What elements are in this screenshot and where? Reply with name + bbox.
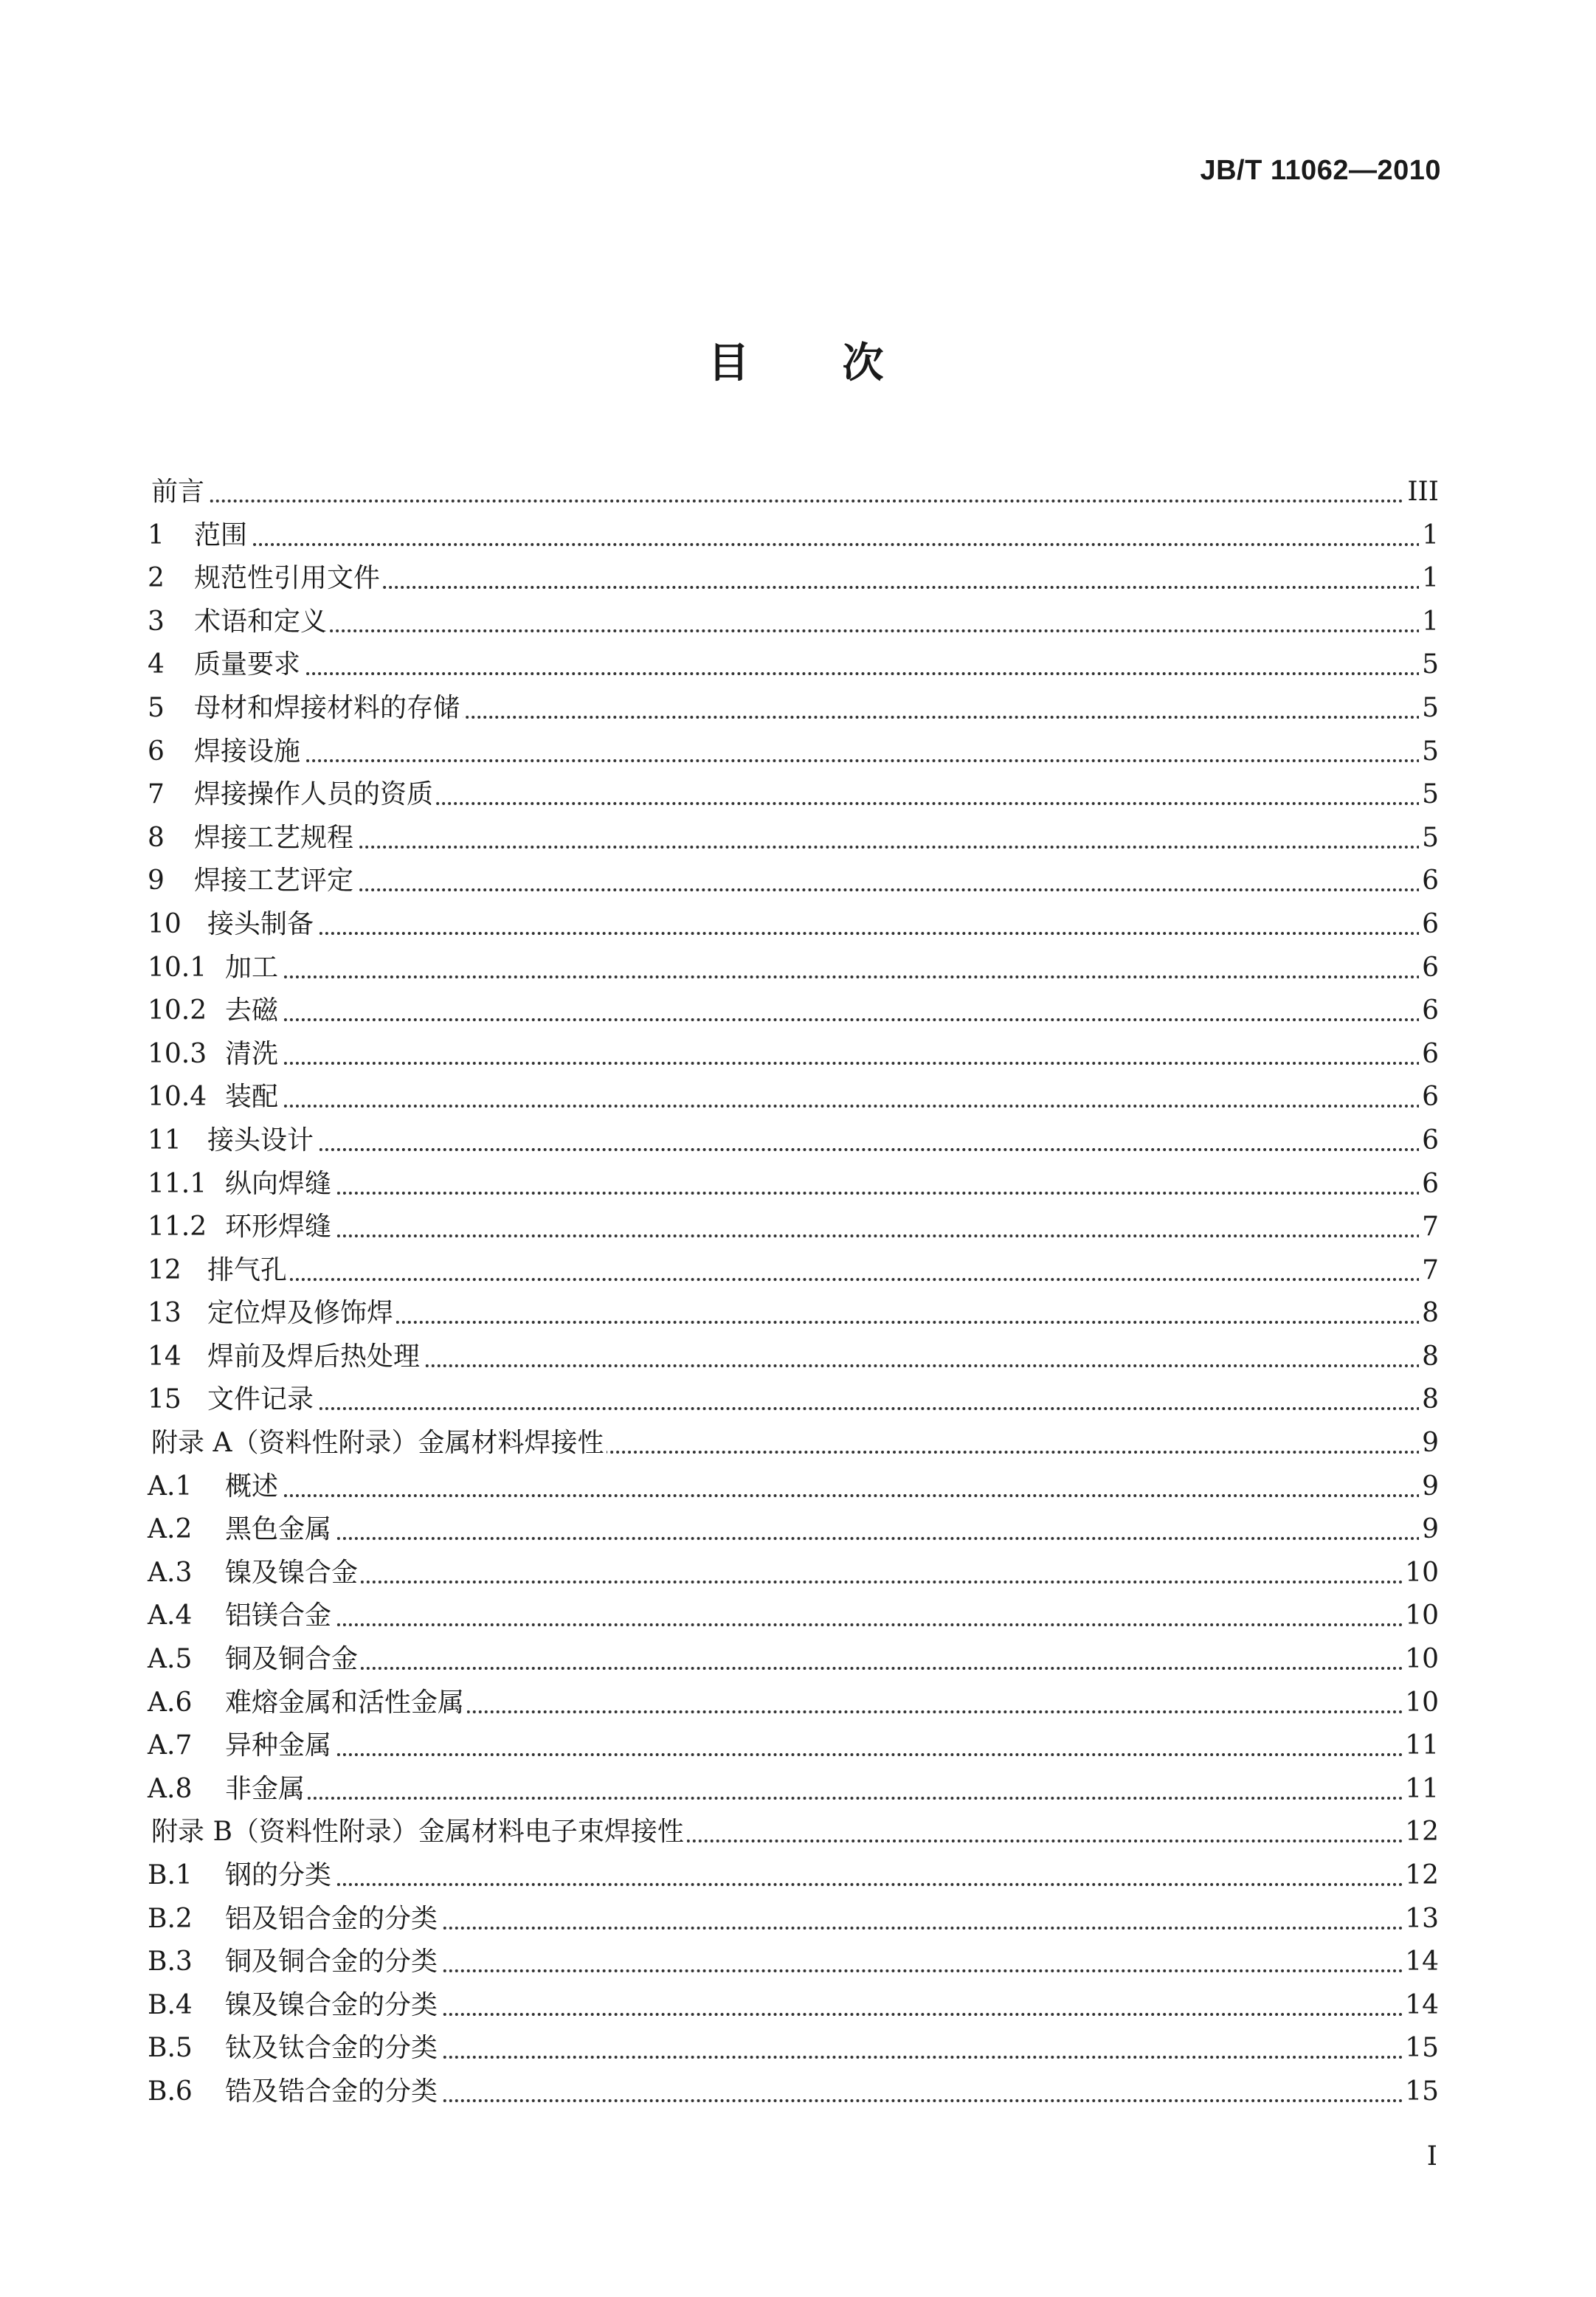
toc-entry-title: 黑色金属 xyxy=(225,1508,334,1551)
toc-entry-page: 6 xyxy=(1419,860,1439,902)
toc-entry[interactable] xyxy=(0,773,1596,817)
toc-entry-number: 9 xyxy=(148,866,165,897)
toc-entry-page: 6 xyxy=(1419,903,1439,946)
toc-entry-page: 6 xyxy=(1419,1163,1439,1206)
toc-entry-title: 附录 A（资料性附录）金属材料焊接性 xyxy=(151,1422,607,1465)
toc-entry-title: 范围 xyxy=(194,514,250,557)
toc-entry[interactable] xyxy=(0,601,1596,644)
toc-entry[interactable] xyxy=(0,2070,1596,2114)
toc-entry-title: 环形焊缝 xyxy=(225,1206,334,1248)
toc-entry-number: B.3 xyxy=(148,1947,193,1978)
toc-entry-title: 钢的分类 xyxy=(225,1854,334,1897)
toc-entry[interactable] xyxy=(0,730,1596,774)
toc-entry-page: 9 xyxy=(1419,1508,1439,1551)
toc-entry[interactable] xyxy=(0,903,1596,947)
toc-entry[interactable] xyxy=(0,1076,1596,1119)
toc-dot-leader xyxy=(225,975,1439,978)
toc-entry-title: 焊接设施 xyxy=(194,730,303,773)
toc-dot-leader xyxy=(207,1148,1439,1151)
toc-entry-number: A.4 xyxy=(148,1600,193,1631)
toc-entry-title: 质量要求 xyxy=(194,643,303,686)
toc-dot-leader xyxy=(225,1623,1439,1626)
toc-entry[interactable] xyxy=(0,1768,1596,1811)
toc-dot-leader xyxy=(194,846,1439,849)
toc-entry-title: 异种金属 xyxy=(225,1724,334,1767)
toc-entry-number: 4 xyxy=(148,649,165,680)
toc-entry-page: III xyxy=(1404,471,1439,514)
toc-entry-title: 焊前及焊后热处理 xyxy=(207,1336,423,1378)
toc-entry[interactable] xyxy=(0,1941,1596,1984)
toc-entry-number: 2 xyxy=(148,563,165,594)
toc-entry-number: 6 xyxy=(148,736,165,767)
toc-dot-leader xyxy=(151,500,1439,502)
toc-entry[interactable] xyxy=(0,1508,1596,1552)
toc-entry[interactable] xyxy=(0,1378,1596,1422)
toc-dot-leader xyxy=(225,1667,1439,1670)
toc-entry-title: 前言 xyxy=(151,471,207,514)
toc-entry-page: 1 xyxy=(1419,601,1439,643)
toc-entry-page: 6 xyxy=(1419,947,1439,989)
toc-entry-page: 1 xyxy=(1419,514,1439,557)
toc-entry-page: 10 xyxy=(1402,1682,1439,1724)
toc-entry-number: 10 xyxy=(148,908,182,939)
toc-entry-page: 6 xyxy=(1419,1076,1439,1119)
toc-entry-page: 11 xyxy=(1402,1768,1439,1811)
toc-entry-page: 15 xyxy=(1402,2027,1439,2070)
toc-entry-page: 7 xyxy=(1419,1249,1439,1292)
toc-entry-page: 6 xyxy=(1419,1119,1439,1162)
toc-entry-title: 接头制备 xyxy=(207,903,317,946)
toc-entry-page: 6 xyxy=(1419,989,1439,1032)
toc-dot-leader xyxy=(207,1407,1439,1410)
toc-entry-number: 11.2 xyxy=(148,1212,207,1243)
toc-entry-title: 去磁 xyxy=(225,989,281,1032)
toc-entry-page: 14 xyxy=(1402,1941,1439,1983)
toc-entry-number: 3 xyxy=(148,606,165,637)
toc-entry[interactable] xyxy=(0,860,1596,903)
toc-entry-number: 14 xyxy=(148,1341,182,1372)
toc-dot-leader xyxy=(225,1105,1439,1108)
toc-entry[interactable] xyxy=(0,1422,1596,1465)
toc-entry-page: 10 xyxy=(1402,1638,1439,1681)
toc-dot-leader xyxy=(225,1234,1439,1237)
document-code: JB/T 11062—2010 xyxy=(1200,155,1441,186)
toc-dot-leader xyxy=(194,672,1439,675)
toc-entry[interactable] xyxy=(0,1552,1596,1595)
toc-entry[interactable] xyxy=(0,1033,1596,1077)
toc-entry-number: B.4 xyxy=(148,1989,193,2020)
toc-entry-number: A.8 xyxy=(148,1773,193,1804)
toc-entry-number: 10.3 xyxy=(148,1038,207,1069)
toc-entry-title: 钛及钛合金的分类 xyxy=(225,2027,441,2070)
toc-entry-page: 5 xyxy=(1419,817,1439,860)
toc-dot-leader xyxy=(225,1062,1439,1065)
toc-entry-page: 5 xyxy=(1419,773,1439,816)
toc-entry-page: 6 xyxy=(1419,1033,1439,1076)
toc-entry-number: 15 xyxy=(148,1384,182,1415)
toc-entry-title: 铝镁合金 xyxy=(225,1595,334,1637)
toc-entry[interactable] xyxy=(0,1724,1596,1768)
toc-entry-page: 11 xyxy=(1402,1724,1439,1767)
toc-entry[interactable] xyxy=(0,1898,1596,1941)
toc-dot-leader xyxy=(225,1581,1439,1583)
toc-entry-title: 附录 B（资料性附录）金属材料电子束焊接性 xyxy=(151,1811,687,1854)
toc-entry-title: 锆及锆合金的分类 xyxy=(225,2070,441,2113)
toc-entry[interactable] xyxy=(0,1811,1596,1854)
toc-entry-page: 8 xyxy=(1419,1292,1439,1335)
toc-dot-leader xyxy=(225,1883,1439,1886)
toc-entry-title: 术语和定义 xyxy=(194,601,330,643)
toc-entry-title: 母材和焊接材料的存储 xyxy=(194,687,463,730)
toc-entry[interactable] xyxy=(0,1595,1596,1638)
toc-entry-page: 5 xyxy=(1419,730,1439,773)
toc-entry-title: 接头设计 xyxy=(207,1119,317,1162)
toc-entry-title: 纵向焊缝 xyxy=(225,1163,334,1206)
toc-dot-leader xyxy=(225,1537,1439,1540)
toc-entry[interactable] xyxy=(0,817,1596,860)
toc-entry-page: 7 xyxy=(1419,1206,1439,1248)
toc-entry[interactable] xyxy=(0,1465,1596,1509)
toc-entry-title: 非金属 xyxy=(225,1768,308,1811)
toc-entry-page: 8 xyxy=(1419,1378,1439,1421)
toc-dot-leader xyxy=(225,1797,1439,1800)
toc-dot-leader xyxy=(225,1753,1439,1756)
toc-entry-number: 10.1 xyxy=(148,952,207,983)
toc-entry[interactable] xyxy=(0,947,1596,990)
toc-dot-leader xyxy=(225,1494,1439,1497)
toc-entry-number: 11.1 xyxy=(148,1168,207,1199)
toc-entry-number: 12 xyxy=(148,1254,182,1285)
toc-entry-number: A.1 xyxy=(148,1471,193,1502)
toc-entry-page: 13 xyxy=(1402,1898,1439,1941)
toc-entry-title: 文件记录 xyxy=(207,1378,317,1421)
title-char-1: 目 xyxy=(708,339,754,387)
toc-entry-number: 8 xyxy=(148,822,165,853)
toc-entry-title: 定位焊及修饰焊 xyxy=(207,1292,396,1335)
toc-entry-title: 排气孔 xyxy=(207,1249,290,1292)
toc-entry-page: 8 xyxy=(1419,1336,1439,1378)
toc-entry-number: 10.4 xyxy=(148,1082,207,1113)
toc-entry-title: 焊接工艺规程 xyxy=(194,817,356,860)
toc-entry-number: 5 xyxy=(148,692,165,723)
page-title xyxy=(0,331,1596,390)
toc-entry[interactable] xyxy=(0,1854,1596,1898)
toc-entry-number: B.1 xyxy=(148,1860,193,1890)
toc-entry-page: 9 xyxy=(1419,1465,1439,1508)
toc-entry-page: 5 xyxy=(1419,643,1439,686)
toc-entry-title: 焊接工艺评定 xyxy=(194,860,356,902)
toc-entry[interactable] xyxy=(0,643,1596,687)
toc-entry[interactable] xyxy=(0,1638,1596,1682)
toc-entry-page: 15 xyxy=(1402,2070,1439,2113)
toc-dot-leader xyxy=(225,1192,1439,1195)
toc-entry-page: 12 xyxy=(1402,1811,1439,1854)
toc-entry[interactable] xyxy=(0,1206,1596,1249)
toc-dot-leader xyxy=(225,1018,1439,1021)
toc-entry-number: A.3 xyxy=(148,1557,193,1588)
toc-entry-title: 铜及铜合金的分类 xyxy=(225,1941,441,1983)
toc-entry-number: A.7 xyxy=(148,1730,193,1761)
toc-entry-number: 10.2 xyxy=(148,995,207,1026)
toc-entry[interactable] xyxy=(0,1336,1596,1379)
toc-entry-number: A.5 xyxy=(148,1644,193,1675)
toc-entry-page: 10 xyxy=(1402,1552,1439,1595)
toc-dot-leader xyxy=(194,543,1439,546)
toc-entry-number: 13 xyxy=(148,1298,182,1329)
toc-entry-number: 7 xyxy=(148,779,165,810)
title-char-2: 次 xyxy=(842,339,888,387)
toc-entry-title: 清洗 xyxy=(225,1033,281,1076)
page-number: I xyxy=(1426,2141,1437,2172)
toc-entry-title: 镍及镍合金 xyxy=(225,1552,361,1595)
toc-entry-title: 概述 xyxy=(225,1465,281,1508)
toc-entry-number: B.6 xyxy=(148,2076,193,2107)
toc-entry-title: 加工 xyxy=(225,947,281,989)
toc-entry[interactable] xyxy=(0,471,1596,514)
toc-entry-page: 5 xyxy=(1419,687,1439,730)
toc-entry[interactable] xyxy=(0,687,1596,730)
toc-entry-number: B.2 xyxy=(148,1903,193,1934)
toc-entry[interactable] xyxy=(0,1249,1596,1293)
toc-dot-leader xyxy=(207,1278,1439,1281)
toc-entry-title: 难熔金属和活性金属 xyxy=(225,1682,467,1724)
toc-entry[interactable] xyxy=(0,1682,1596,1725)
toc-entry[interactable] xyxy=(0,1292,1596,1336)
toc-entry[interactable] xyxy=(0,2027,1596,2070)
toc-entry-title: 铜及铜合金 xyxy=(225,1638,361,1681)
toc-entry[interactable] xyxy=(0,1163,1596,1206)
toc-entry-title: 规范性引用文件 xyxy=(194,557,383,600)
toc-entry-title: 镍及镍合金的分类 xyxy=(225,1984,441,2027)
toc-entry[interactable] xyxy=(0,1119,1596,1163)
toc-entry-title: 装配 xyxy=(225,1076,281,1119)
toc-dot-leader xyxy=(194,629,1439,632)
toc-entry-page: 10 xyxy=(1402,1595,1439,1637)
toc-entry-number: A.2 xyxy=(148,1514,193,1545)
toc-entry-title: 铝及铝合金的分类 xyxy=(225,1898,441,1941)
toc-entry-page: 12 xyxy=(1402,1854,1439,1897)
toc-dot-leader xyxy=(207,932,1439,935)
toc-entry[interactable] xyxy=(0,557,1596,601)
toc-entry[interactable] xyxy=(0,1984,1596,2028)
toc-entry-number: A.6 xyxy=(148,1687,193,1718)
toc-entry-title: 焊接操作人员的资质 xyxy=(194,773,436,816)
toc-entry-number: 1 xyxy=(148,519,165,550)
toc-entry-number: B.5 xyxy=(148,2033,193,2064)
toc-entry-page: 1 xyxy=(1419,557,1439,600)
toc-entry-number: 11 xyxy=(148,1125,182,1156)
toc-entry-page: 9 xyxy=(1419,1422,1439,1465)
toc-dot-leader xyxy=(194,759,1439,762)
toc-entry-page: 14 xyxy=(1402,1984,1439,2027)
table-of-contents xyxy=(0,471,1596,2114)
toc-entry[interactable] xyxy=(0,514,1596,558)
toc-dot-leader xyxy=(194,888,1439,891)
toc-entry[interactable] xyxy=(0,989,1596,1033)
